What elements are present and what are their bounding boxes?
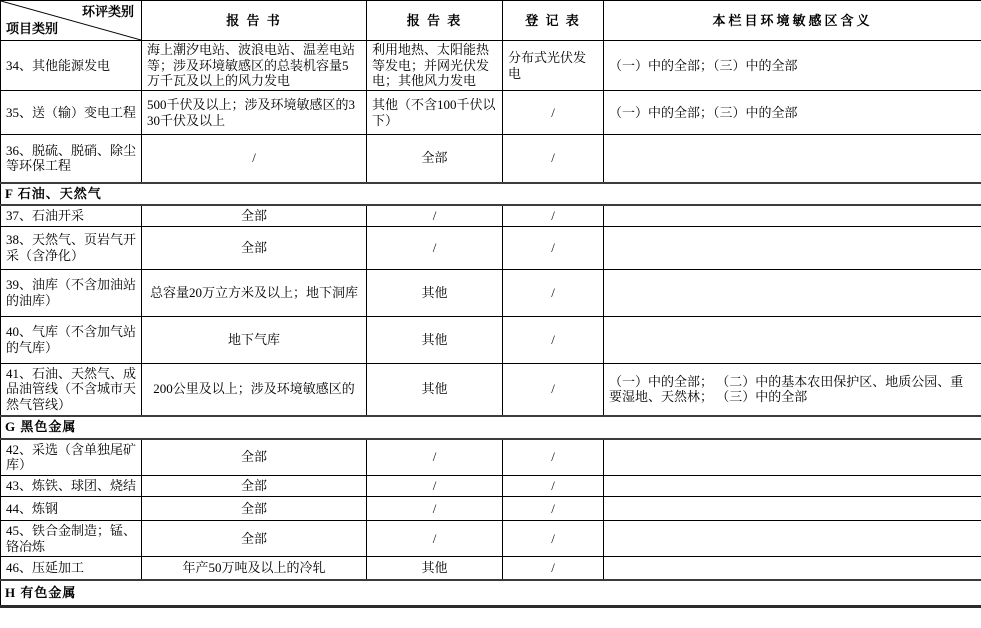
table-cell: / [503, 497, 604, 521]
project-category-cell: 40、气库（不含加气站的气库） [1, 317, 142, 364]
table-cell: 利用地热、太阳能热等发电；并网光伏发电；其他风力发电 [367, 41, 503, 91]
project-category-cell: 35、送（输）变电工程 [1, 91, 142, 135]
table-cell: / [503, 439, 604, 476]
table-row [1, 521, 981, 557]
section-row [1, 416, 981, 439]
table-cell: / [142, 135, 367, 183]
project-category-cell: 37、石油开采 [1, 205, 142, 227]
project-category-cell: 38、天然气、页岩气开采（含净化） [1, 227, 142, 270]
header-report-book: 报 告 书 [142, 1, 367, 41]
table-cell: / [503, 521, 604, 557]
table-cell: / [503, 557, 604, 580]
table-cell: / [367, 497, 503, 521]
sensitive-area-meaning-cell: （一）中的全部；（三）中的全部 [604, 41, 981, 91]
sensitive-area-meaning-cell [604, 439, 981, 476]
table-cell: / [367, 205, 503, 227]
section-row [1, 580, 981, 607]
sensitive-area-meaning-cell [604, 521, 981, 557]
table-cell: / [367, 476, 503, 497]
project-category-cell: 36、脱硫、脱硝、除尘等环保工程 [1, 135, 142, 183]
table-row [1, 205, 981, 227]
table-body [1, 41, 981, 607]
sensitive-area-meaning-cell [604, 317, 981, 364]
table-cell: / [367, 521, 503, 557]
table-cell: 地下气库 [142, 317, 367, 364]
table-cell: 全部 [367, 135, 503, 183]
table-cell: / [367, 439, 503, 476]
sensitive-area-meaning-cell [604, 205, 981, 227]
header-registration-form: 登 记 表 [503, 1, 604, 41]
table-cell: 全部 [142, 476, 367, 497]
table-row [1, 135, 981, 183]
table-cell: / [503, 317, 604, 364]
sensitive-area-meaning-cell [604, 497, 981, 521]
table-cell: / [503, 205, 604, 227]
corner-label-project-category: 项目类别 [6, 21, 59, 37]
table-row [1, 497, 981, 521]
sensitive-area-meaning-cell [604, 227, 981, 270]
sensitive-area-meaning-cell [604, 270, 981, 317]
project-category-cell: 44、炼钢 [1, 497, 142, 521]
table-row [1, 270, 981, 317]
corner-label-eia-category: 环评类别 [81, 4, 134, 19]
sensitive-area-meaning-cell [604, 476, 981, 497]
table-row [1, 317, 981, 364]
table-cell: / [367, 227, 503, 270]
table-cell: / [503, 270, 604, 317]
table-cell: 其他 [367, 317, 503, 364]
project-category-cell: 42、采选（含单独尾矿库） [1, 439, 142, 476]
table-row [1, 439, 981, 476]
table-cell: 全部 [142, 205, 367, 227]
sensitive-area-meaning-cell: （一）中的全部； （二）中的基本农田保护区、地质公园、重要湿地、天然林； （三）中的全部 [604, 364, 981, 416]
table-cell: 其他（不含100千伏以下） [367, 91, 503, 135]
table-cell: 200公里及以上；涉及环境敏感区的 [142, 364, 367, 416]
section-header-cell: F 石油、天然气 [1, 183, 981, 205]
table-row [1, 91, 981, 135]
table-cell: 全部 [142, 439, 367, 476]
project-category-cell: 45、铁合金制造；锰、铬冶炼 [1, 521, 142, 557]
table-row [1, 476, 981, 497]
project-category-cell: 46、压延加工 [1, 557, 142, 580]
header-report-form: 报 告 表 [367, 1, 503, 41]
table-row [1, 557, 981, 580]
table-cell: / [503, 227, 604, 270]
table-cell: / [503, 364, 604, 416]
corner-header-cell [1, 1, 142, 41]
table-cell: 全部 [142, 521, 367, 557]
project-category-cell: 41、石油、天然气、成品油管线（不含城市天然气管线） [1, 364, 142, 416]
table-row [1, 41, 981, 91]
section-row [1, 183, 981, 205]
sensitive-area-meaning-cell [604, 557, 981, 580]
table-cell: 其他 [367, 270, 503, 317]
table-cell: 分布式光伏发电 [503, 41, 604, 91]
table-cell: / [503, 135, 604, 183]
sensitive-area-meaning-cell: （一）中的全部；（三）中的全部 [604, 91, 981, 135]
header-row [1, 1, 981, 41]
section-header-cell: H 有色金属 [1, 580, 981, 607]
table-cell: 全部 [142, 227, 367, 270]
project-category-cell: 43、炼铁、球团、烧结 [1, 476, 142, 497]
table-cell: / [503, 91, 604, 135]
table-cell: 海上潮汐电站、波浪电站、温差电站等；涉及环境敏感区的总装机容量5万千瓦及以上的风力发电 [142, 41, 367, 91]
header-sensitive-area-meaning: 本栏目环境敏感区含义 [604, 1, 981, 41]
sensitive-area-meaning-cell [604, 135, 981, 183]
table-cell: 年产50万吨及以上的冷轧 [142, 557, 367, 580]
table-cell: 其他 [367, 557, 503, 580]
project-category-cell: 39、油库（不含加油站的油库） [1, 270, 142, 317]
table-row [1, 227, 981, 270]
table-cell: 其他 [367, 364, 503, 416]
section-header-cell: G 黑色金属 [1, 416, 981, 439]
project-category-cell: 34、其他能源发电 [1, 41, 142, 91]
table-cell: 全部 [142, 497, 367, 521]
table-cell: 总容量20万立方米及以上；地下洞库 [142, 270, 367, 317]
table-cell: / [503, 476, 604, 497]
table-row [1, 364, 981, 416]
table-cell: 500千伏及以上；涉及环境敏感区的330千伏及以上 [142, 91, 367, 135]
